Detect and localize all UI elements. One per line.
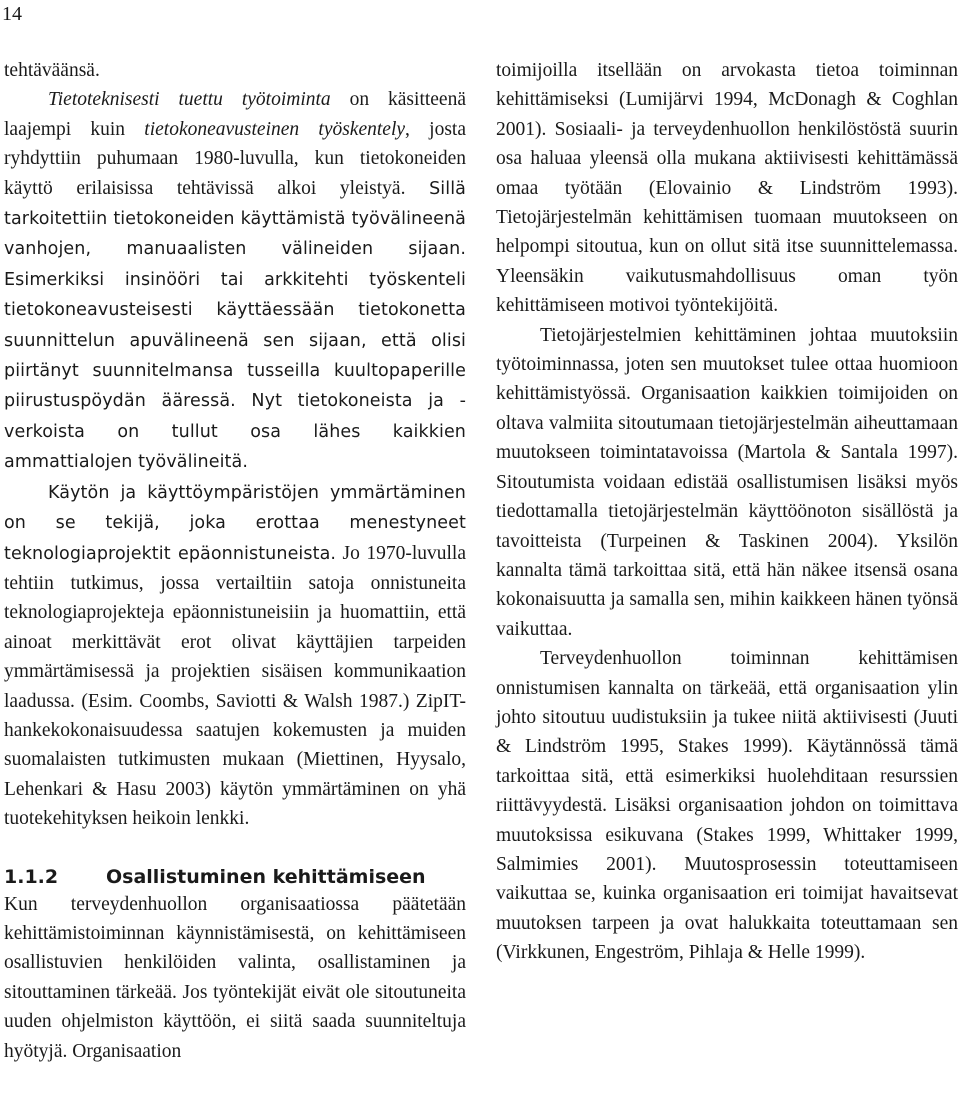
paragraph-participation: Kun terveydenhuollon organisaatiossa päätetään kehittämistoiminnan käynnistämisestä, on kehittämiseen osallistuvien henkilöiden valinta, osallistaminen ja sitouttaminen tärkeää. Jos työntekijät eivät ole sitoutuneita uuden ohjelmiston käyttöön, ei siitä saada suunniteltuja hyötyjä. Organisaation xyxy=(4,893,466,1062)
right-column xyxy=(496,56,958,968)
page-number: 14 xyxy=(2,3,22,25)
paragraph-computer-supported-work xyxy=(4,85,466,477)
text-segment: Jo 1970-luvulla tehtiin tutkimus, jossa vertailtiin satoja onnistuneita teknologiaprojekteja epäonnistuneisiin ja huomattiin, että ainoat merkittävät erot olivat käyttäjien tarpeiden ymmärtämisessä ja projektien sisäisen kommunikaation laadussa. (Esim. Coombs, Saviotti & Walsh 1987.) ZipIT-hankekokonaisuudessa saatujen kokemusten ja muiden suomalaisten tutkimusten mukaan (Miettinen, Hyysalo, Lehenkari & Hasu 2003) käytön ymmärtäminen on yhä tuotekehityksen heikoin lenkki. xyxy=(4,542,466,830)
section-heading xyxy=(4,864,466,890)
paragraph-information-systems: Tietojärjestelmien kehittäminen johtaa muutoksiin työtoiminnassa, joten sen muutokset tulee ottaa huomioon kehittämistyössä. Organisaation kaikkien toimijoiden on oltava valmiita sitoutumaan tietojärjestelmän aiheuttamaan muutokseen toimintatavoissa (Martola & Santala 1997). Sitoutumista voidaan edistää osallistumisen lisäksi myös tiedottamalla tietojärjestelmän käyttöönoton sisällöstä ja tavoitteista (Turpeinen & Taskinen 2004). Yksilön kannalta tämä tarkoittaa sitä, että hän näkee itsensä osana kokonaisuutta ja samalla sen, mihin kaikkeen hänen työnsä vaikuttaa. xyxy=(496,324,958,640)
text-segment: , josta ryhdyttiin puhumaan 1980-luvulla, kun tietokoneiden käyttö erilaisissa tehtävissä alkoi yleistyä. xyxy=(4,118,466,199)
left-column xyxy=(4,56,466,1066)
term-computer-aided-work: tietokoneavusteinen työskentely xyxy=(144,118,406,140)
section-title: Osallistuminen kehittämiseen xyxy=(106,865,426,888)
text-segment-sans: Käytön ja käyttöympäristöjen ymmärtäminen on se tekijä, joka erottaa menestyneet teknologiaprojektit epäonnistuneista. xyxy=(4,482,466,564)
paragraph-actors-knowledge: toimijoilla itsellään on arvokasta tietoa toiminnan kehittämiseksi (Lumijärvi 1994, McDonagh & Coghlan 2001). Sosiaali- ja terveydenhuollon henkilöstöstä suurin osa haluaa yleensä olla mukana aktiivisesti kehittämässä omaa työtään (Elovainio & Lindström 1993). Tietojärjestelmän kehittämisen tuomaan muutokseen on helpompi sitoutua, kun on ollut sitä itse suunnittelemassa. Yleensäkin vaikutusmahdollisuus oman työn kehittämiseen motivoi työntekijöitä. xyxy=(496,60,958,317)
text-segment-sans: Sillä tarkoitettiin tietokoneiden käyttämistä työvälineenä vanhojen, manuaalisten välineiden sijaan. Esimerkiksi insinööri tai arkkitehti työskenteli tietokoneavusteisesti käyttäessään tietokonetta suunnittelun apuvälineenä sen sijaan, että olisi piirtänyt suunnitelmansa tusseilla kuultopaperille piirustuspöydän ääressä. Nyt tietokoneista ja -verkoista on tullut osa lähes kaikkien ammattialojen työvälineitä. xyxy=(4,178,466,473)
paragraph-understanding-use xyxy=(4,478,466,834)
paragraph-management-commitment: Terveydenhuollon toiminnan kehittämisen onnistumisen kannalta on tärkeää, että organisaation ylin johto sitoutuu uudistuksiin ja tukee niitä aktiivisesti (Juuti & Lindström 1995, Stakes 1999). Käytännössä tämä tarkoittaa sitä, että esimerkiksi huolehditaan resurssien riittävyydestä. Lisäksi organisaation johdon on toimittava muutoksissa esikuvana (Stakes 1999, Whittaker 1999, Salmimies 2001). Muutosprosessin toteuttamiseen vaikuttaa se, kuinka organisaation eri toimijat havaitsevat muutoksen tarpeen ja ovat halukkaita toteuttamaan sen (Virkkunen, Engeström, Pihlaja & Helle 1999). xyxy=(496,648,958,964)
paragraph-continuation: tehtäväänsä. xyxy=(4,60,100,81)
text-segment: on käsitteenä laajempi kuin xyxy=(4,89,466,140)
section-number: 1.1.2 xyxy=(4,865,59,888)
term-computer-supported-work: Tietoteknisesti tuettu työtoiminta xyxy=(48,89,331,111)
